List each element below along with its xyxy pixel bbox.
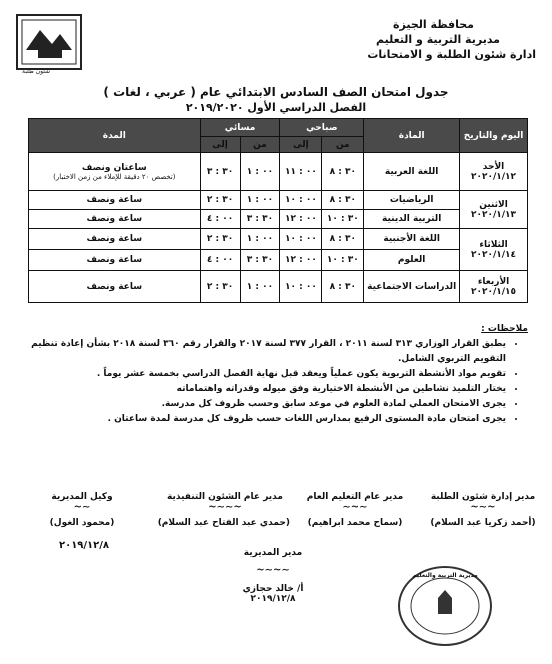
header-evening-to: إلى: [200, 137, 240, 153]
header-morning-to: إلى: [280, 137, 322, 153]
header-evening-from: من: [240, 137, 280, 153]
note-item: • يختار التلميذ نشاطين من الأنشطة الاختيارية وفق ميوله وقدراته واهتماماته: [28, 382, 506, 397]
signature-block: [300, 492, 410, 528]
header-day: اليوم والتاريخ: [460, 119, 528, 153]
header-duration: المدة: [29, 119, 201, 153]
duration-cell: ساعة ونصف: [29, 191, 201, 210]
table-row: [29, 250, 528, 271]
director-name: أ/ خالد حجازي: [242, 584, 304, 594]
official-stamp: [398, 566, 492, 646]
director-title: مدير المديرية: [243, 548, 303, 558]
evening-from-cell: ٠٠ : ١: [240, 153, 280, 191]
table-row: [29, 229, 528, 250]
handwritten-signature: ~∽~: [470, 502, 496, 513]
morning-from-cell: ٣٠ : ٨: [322, 271, 364, 303]
morning-from-cell: ٣٠ : ٨: [322, 191, 364, 210]
morning-to-cell: ٠٠ : ١٠: [280, 271, 322, 303]
duration-cell: ساعة ونصف: [29, 250, 201, 271]
header-evening: مسائي: [200, 119, 280, 137]
table-row: [29, 210, 528, 229]
logo-caption: شئون طلبة: [22, 68, 51, 75]
note-item: • تقويم مواد الأنشطة التربوية يكون عملياً ويعقد قبل نهاية الفصل الدراسي بخمسة عشر يوماً .: [28, 367, 506, 382]
morning-from-cell: ٣٠ : ١٠: [322, 210, 364, 229]
page-title: جدول امتحان الصف السادس الابتدائي عام ( عربي ، لغات ): [103, 85, 449, 99]
signature-name: (سماح محمد ابراهيم): [307, 518, 403, 528]
day-cell: [460, 153, 528, 191]
day-date: ٢٠٢٠/١/١٢: [471, 171, 517, 182]
stamp-text: مديرية التربية والتعليم: [412, 572, 478, 579]
header-governorate: محافظة الجيزة: [393, 18, 474, 31]
day-date: ٢٠٢٠/١/١٥: [471, 286, 517, 297]
signature-title: مدير إدارة شئون الطلبة: [430, 492, 536, 502]
table-row: [29, 153, 528, 191]
header-department: ادارة شئون الطلبة و الامتحانات: [367, 48, 536, 61]
morning-to-cell: ٠٠ : ١٠: [280, 229, 322, 250]
table-row: [29, 191, 528, 210]
morning-to-cell: ٠٠ : ١٢: [280, 210, 322, 229]
signature-block: [157, 492, 290, 528]
day-name: الثلاثاء: [479, 239, 508, 250]
signature-block: [22, 492, 142, 528]
duration-note: (تخصص ٢٠ دقيقة للإملاء من زمن الاختبار): [53, 172, 176, 181]
evening-to-cell: ٣٠ : ٢: [200, 271, 240, 303]
subject-cell: الدراسات الاجتماعية: [364, 271, 460, 303]
evening-from-cell: ٣٠ : ٣: [240, 250, 280, 271]
day-cell: [460, 191, 528, 229]
duration-cell: [29, 153, 201, 191]
directorate-logo: [16, 14, 82, 70]
handwritten-signature: ∽~∽: [342, 502, 368, 513]
day-name: الاثنين: [479, 199, 508, 210]
header-subject: المادة: [364, 119, 460, 153]
evening-to-cell: ٠٠ : ٤: [200, 250, 240, 271]
agent-date: ٢٠١٩/١٢/٨: [58, 540, 110, 551]
evening-to-cell: ٣٠ : ٣: [200, 153, 240, 191]
day-name: الأربعاء: [477, 276, 510, 287]
note-item: • يطبق القرار الوزاري ٣١٣ لسنة ٢٠١١ ، القرار ٣٧٧ لسنة ٢٠١٧ والقرار رقم ٣٦٠ لسنة ٢٠١٨ بشأن إعادة تنظيم التقويم التربوي الشامل.: [28, 337, 506, 367]
signature-title: وكيل المديرية: [51, 492, 113, 502]
signature-name: (حمدي عبد الفتاح عبد السلام): [157, 518, 290, 528]
duration-cell: ساعة ونصف: [29, 271, 201, 303]
handwritten-signature: ∽~∽~: [256, 565, 290, 576]
day-date: ٢٠٢٠/١/١٤: [471, 249, 517, 260]
signature-title: مدير عام التعليم العام: [306, 492, 404, 502]
morning-to-cell: ٠٠ : ١١: [280, 153, 322, 191]
day-cell: [460, 271, 528, 303]
signature-title: مدير عام الشئون التنفيذية: [167, 492, 283, 502]
day-name: الأحد: [482, 161, 505, 172]
header-morning: صباحي: [280, 119, 364, 137]
term-subtitle: الفصل الدراسي الأول ٢٠١٩/٢٠٢٠: [185, 101, 367, 114]
evening-from-cell: ٠٠ : ١: [240, 271, 280, 303]
subject-cell: اللغة الأجنبية: [364, 229, 460, 250]
evening-to-cell: ٣٠ : ٢: [200, 229, 240, 250]
notes-heading: ملاحظات :: [481, 324, 528, 334]
note-item: • يجرى الامتحان العملي لمادة العلوم في موعد سابق وحسب ظروف كل مدرسة.: [28, 397, 506, 412]
day-date: ٢٠٢٠/١/١٣: [471, 209, 517, 220]
director-block: [218, 548, 328, 604]
evening-to-cell: ٣٠ : ٢: [200, 191, 240, 210]
notes-section: [28, 322, 528, 427]
duration-text: ساعتان ونصف: [81, 162, 147, 173]
morning-from-cell: ٣٠ : ١٠: [322, 250, 364, 271]
duration-cell: ساعة ونصف: [29, 229, 201, 250]
day-cell: [460, 229, 528, 271]
morning-from-cell: ٣٠ : ٨: [322, 229, 364, 250]
header-directorate: مديرية التربية و التعليم: [376, 33, 500, 46]
subject-cell: الرياضيات: [364, 191, 460, 210]
subject-cell: العلوم: [364, 250, 460, 271]
evening-from-cell: ٣٠ : ٣: [240, 210, 280, 229]
evening-from-cell: ٠٠ : ١: [240, 191, 280, 210]
note-item: • يجرى امتحان مادة المستوى الرفيع بمدارس اللغات حسب ظروف كل مدرسة لمدة ساعتان .: [28, 412, 506, 427]
duration-cell: ساعة ونصف: [29, 210, 201, 229]
morning-from-cell: ٣٠ : ٨: [322, 153, 364, 191]
handwritten-signature: ~∽∽~: [208, 502, 242, 513]
signature-name: (محمود الغول): [49, 518, 115, 528]
handwritten-signature: ∽~: [73, 502, 91, 513]
signature-block: [428, 492, 538, 528]
exam-schedule-table: [28, 118, 528, 303]
morning-to-cell: ٠٠ : ١٢: [280, 250, 322, 271]
header-morning-from: من: [322, 137, 364, 153]
director-date: ٢٠١٩/١٢/٨: [250, 594, 296, 604]
table-row: [29, 271, 528, 303]
evening-from-cell: ٠٠ : ١: [240, 229, 280, 250]
subject-cell: التربية الدينية: [364, 210, 460, 229]
evening-to-cell: ٠٠ : ٤: [200, 210, 240, 229]
signature-name: (أحمد زكريا عبد السلام): [430, 518, 536, 528]
subject-cell: اللغة العربية: [364, 153, 460, 191]
morning-to-cell: ٠٠ : ١٠: [280, 191, 322, 210]
